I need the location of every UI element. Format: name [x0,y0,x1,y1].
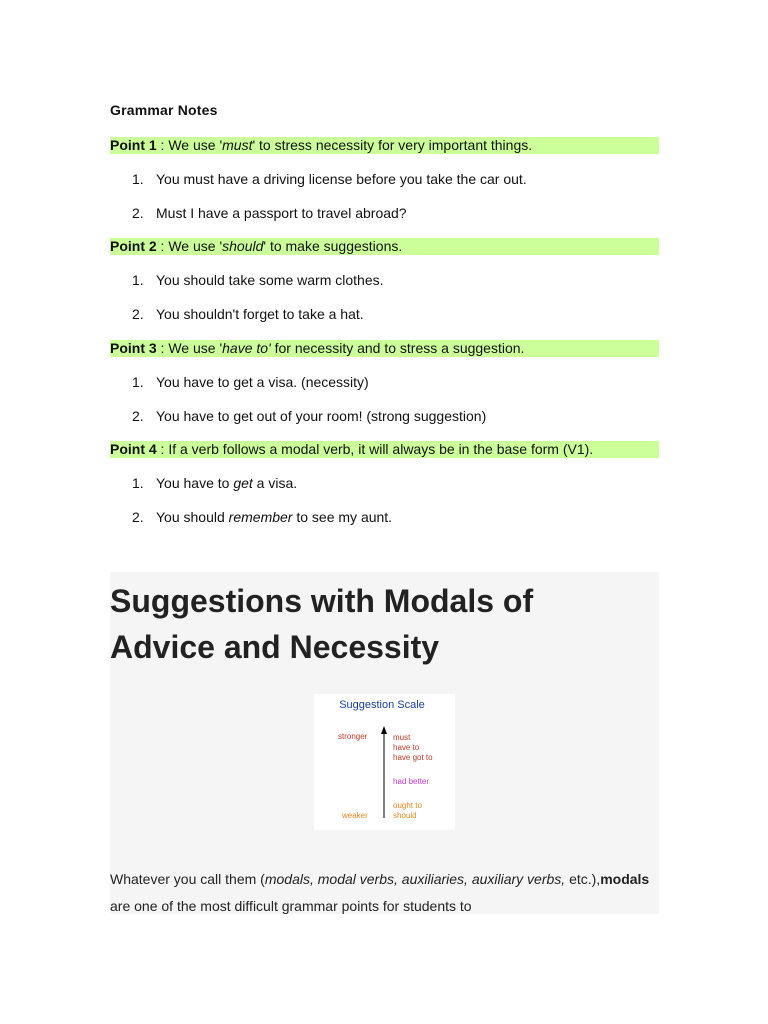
suggestion-scale-image [314,694,455,830]
point-label: Point 1 [110,137,157,153]
list-item: 2. Must I have a passport to travel abroad? [132,205,407,221]
list-item: 1. You have to get a visa. [132,475,298,491]
scale-title: Suggestion Scale [339,699,425,711]
point-2: Point 2 : We use 'should' to make suggestions. [110,238,659,255]
point-3: Point 3 : We use 'have to' for necessity and to stress a suggestion. [110,340,659,357]
scale-had-better: had better [393,777,430,786]
scale-have-to: have to [393,743,420,752]
scale-must: must [393,733,411,742]
point-1: Point 1 : We use 'must' to stress necessity for very important things. [110,137,659,154]
intro-paragraph: Whatever you call them (modals, modal verbs, auxiliaries, auxiliary verbs, etc.),modals are one of the most difficult grammar points for students to [110,871,650,914]
list-item: 1. You have to get a visa. (necessity) [132,374,369,390]
scale-have-got-to: have got to [393,753,433,762]
notes-title: Grammar Notes [110,102,218,118]
point-label: Point 2 [110,238,157,254]
point-label: Point 4 [110,441,157,457]
list-item: 1. You must have a driving license before you take the car out. [132,171,527,187]
point-label: Point 3 [110,340,157,356]
scale-should: should [393,811,417,820]
list-item: 2. You shouldn't forget to take a hat. [132,306,364,322]
list-item: 1. You should take some warm clothes. [132,272,384,288]
scale-stronger: stronger [338,732,368,741]
list-item: 2. You should remember to see my aunt. [132,509,393,525]
point-4: Point 4 : If a verb follows a modal verb, it will always be in the base form (V1). [110,441,659,458]
scale-weaker: weaker [342,811,368,820]
scale-arrowhead [381,726,387,734]
list-item: 2. You have to get out of your room! (strong suggestion) [132,408,487,424]
section-title: Suggestions with Modals of Advice and Necessity [110,583,534,665]
scale-ought-to: ought to [393,801,422,810]
